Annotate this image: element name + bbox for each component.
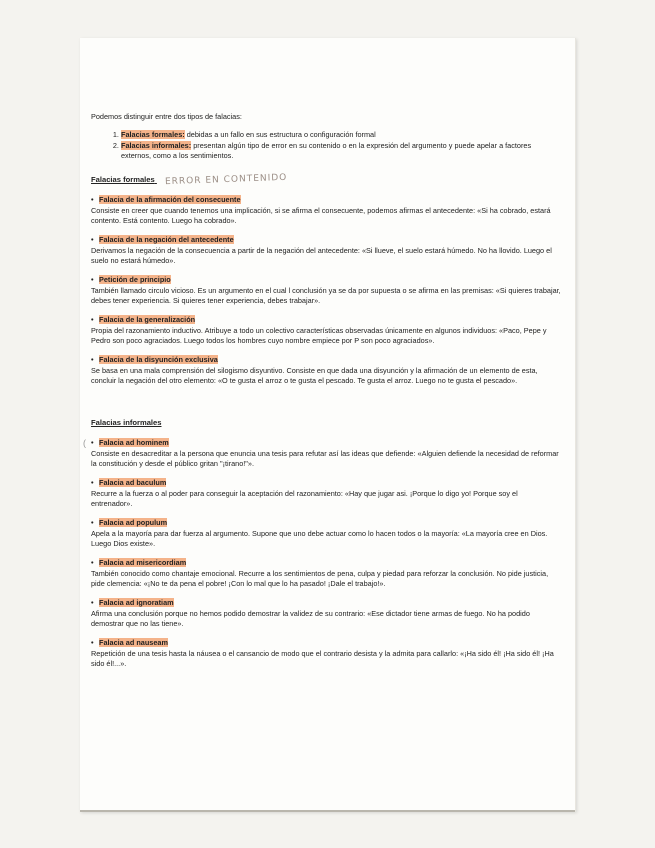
fallacy-types-list: [111, 130, 561, 161]
fallacy-item: ( • Falacia ad hominem Consiste en desacreditar a la persona que enuncia una tesis para refutar así las ideas que defiende: «Alguien defiende la necesidad de reformar la constitución y desde el público gritan "¡tirano!"».: [91, 438, 561, 469]
fallacy-body: Se basa en una mala comprensión del silogismo disyuntivo. Consiste en que dada una disyunción y la afirmación de un elemento de esta, concluir la negación del otro elemento: «O te gusta el arroz o te gusta el pescado. Te gusta el arroz. Luego no te gusta el pescado».: [91, 366, 538, 385]
fallacy-body: También llamado circulo vicioso. Es un argumento en el cual l conclusión ya se da por supuesta o se afirma en las premisas: «Si quieres trabajar, debes tener experiencia. Si quieres tener experiencia, debes trabajar».: [91, 286, 561, 305]
fallacy-body: Propia del razonamiento inductivo. Atribuye a todo un colectivo características observadas únicamente en algunos individuos: «Paco, Pepe y Pedro son poco agraciados. Luego todos los hombres cuyo nombre empiece por P son poco agraciados».: [91, 326, 547, 345]
fallacy-item: • Falacia de la afirmación del consecuente Consiste en creer que cuando tenemos una implicación, si se afirma el consecuente, podemos afirmas el antecedente: «Si ha cobrado, estará contento. Está contento. Luego ha cobrado».: [91, 195, 561, 226]
fallacy-item: • Falacia ad misericordiam También conocido como chantaje emocional. Recurre a los sentimientos de pena, culpa y piedad para reforzar la conclusión. No pide justicia, pide clemencia: «¡No te da pena el pobre! ¡Con lo mal que lo ha pasado! ¡Dale el trabajo!».: [91, 558, 561, 589]
fallacy-body: Repetición de una tesis hasta la náusea o el cansancio de modo que el contrario desista y la admita para callarlo: «¡Ha sido él! ¡Ha sido él! ¡Ha sido él!...».: [91, 649, 554, 668]
document-content: [83, 112, 561, 678]
fallacy-body: Apela a la mayoría para dar fuerza al argumento. Supone que uno debe actuar como lo hacen todos o la mayoría: «La mayoría cree en Dios. Luego Dios existe».: [91, 529, 548, 548]
fallacy-item: • Falacia ad nauseam Repetición de una tesis hasta la náusea o el cansancio de modo que el contrario desista y la admita para callarlo: «¡Ha sido él! ¡Ha sido él! ¡Ha sido él!...».: [91, 638, 561, 669]
fallacy-title: Falacia ad ignoratiam: [99, 598, 174, 607]
margin-mark: (: [83, 438, 86, 448]
fallacy-title: Falacia ad nauseam: [99, 638, 168, 647]
intro-text: Podemos distinguir entre dos tipos de falacias:: [91, 112, 242, 121]
section-title-informales: Falacias informales: [91, 418, 162, 427]
fallacy-item: • Falacia de la generalización Propia del razonamiento inductivo. Atribuye a todo un colectivo características observadas únicamente en algunos individuos: «Paco, Pepe y Pedro son poco agraciados. Luego todos los hombres cuyo nombre empiece por P son poco agraciados».: [91, 315, 561, 346]
type-text: presentan algún tipo de error en su contenido o en la expresión del argumento y puede apelar a factores externos, como a los sentimientos.: [121, 141, 532, 160]
type-name: Falacias formales:: [121, 130, 185, 139]
fallacy-title: Falacia de la generalización: [99, 315, 196, 324]
fallacy-title: Falacia ad baculum: [99, 478, 167, 487]
fallacy-body: Afirma una conclusión porque no hemos podido demostrar la validez de su contrario: «Ese dictador tiene armas de fuego. No ha podido demostrar que no las tiene».: [91, 609, 530, 628]
handwritten-note: ERROR EN CONTENIDO: [164, 172, 288, 188]
fallacy-body: Recurre a la fuerza o al poder para conseguir la aceptación del razonamiento: «Hay que jugar asi. ¡Porque lo digo yo! Porque soy el entrenador».: [91, 489, 518, 508]
document-page: [80, 38, 576, 812]
type-text: debidas a un fallo en sus estructura o configuración formal: [186, 130, 376, 139]
list-item: [121, 141, 561, 161]
section-title-formales: Falacias formales ERROR EN CONTENIDO: [91, 172, 288, 188]
page-bottom-edge: [80, 810, 575, 812]
type-name: Falacias informales:: [121, 141, 192, 150]
fallacy-item: • Falacia de la disyunción exclusiva Se basa en una mala comprensión del silogismo disyuntivo. Consiste en que dada una disyunción y la afirmación de un elemento de esta, concluir la negación del otro elemento: «O te gusta el arroz o te gusta el pescado. Te gusta el arroz. Luego no te gusta el pescado».: [91, 355, 561, 386]
fallacy-body: Consiste en desacreditar a la persona que enuncia una tesis para refutar así las ideas que defiende: «Alguien defiende la necesidad de reformar la constitución y desde el público gritan "¡tirano!"».: [91, 449, 559, 468]
fallacy-body: Consiste en creer que cuando tenemos una implicación, si se afirma el consecuente, podemos afirmas el antecedente: «Si ha cobrado, estará contento. Está contento. Luego ha cobrado».: [91, 206, 551, 225]
fallacy-item: • Falacia ad baculum Recurre a la fuerza o al poder para conseguir la aceptación del razonamiento: «Hay que jugar asi. ¡Porque lo digo yo! Porque soy el entrenador».: [91, 478, 561, 509]
fallacy-item: • Falacia ad populum Apela a la mayoría para dar fuerza al argumento. Supone que uno debe actuar como lo hacen todos o la mayoría: «La mayoría cree en Dios. Luego Dios existe».: [91, 518, 561, 549]
list-item: [121, 130, 561, 140]
fallacy-title: Petición de principio: [99, 275, 171, 284]
fallacy-item: • Falacia ad ignoratiam Afirma una conclusión porque no hemos podido demostrar la validez de su contrario: «Ese dictador tiene armas de fuego. No ha podido demostrar que no las tiene».: [91, 598, 561, 629]
fallacy-title: Falacia de la negación del antecedente: [99, 235, 234, 244]
fallacy-body: Derivamos la negación de la consecuencia a partir de la negación del antecedente: «Si llueve, el suelo estará húmedo. No ha llovido. Luego el suelo no estará húmedo».: [91, 246, 552, 265]
fallacy-title: Falacia ad hominem: [99, 438, 169, 447]
fallacy-title: Falacia de la disyunción exclusiva: [99, 355, 218, 364]
fallacy-title: Falacia ad populum: [99, 518, 168, 527]
fallacy-body: También conocido como chantaje emocional. Recurre a los sentimientos de pena, culpa y piedad para reforzar la conclusión. No pide justicia, pide clemencia: «¡No te da pena el pobre! ¡Con lo mal que lo ha pasado! ¡Dale el trabajo!».: [91, 569, 549, 588]
fallacy-title: Falacia de la afirmación del consecuente: [99, 195, 241, 204]
fallacy-item: • Petición de principio También llamado circulo vicioso. Es un argumento en el cual l conclusión ya se da por supuesta o se afirma en las premisas: «Si quieres trabajar, debes tener experiencia. Si quieres tener experiencia, debes trabajar».: [91, 275, 561, 305]
fallacy-item: • Falacia de la negación del antecedente Derivamos la negación de la consecuencia a partir de la negación del antecedente: «Si llueve, el suelo estará húmedo. No ha llovido. Luego el suelo no estará húmedo».: [91, 235, 561, 266]
fallacy-title: Falacia ad misericordiam: [99, 558, 187, 567]
